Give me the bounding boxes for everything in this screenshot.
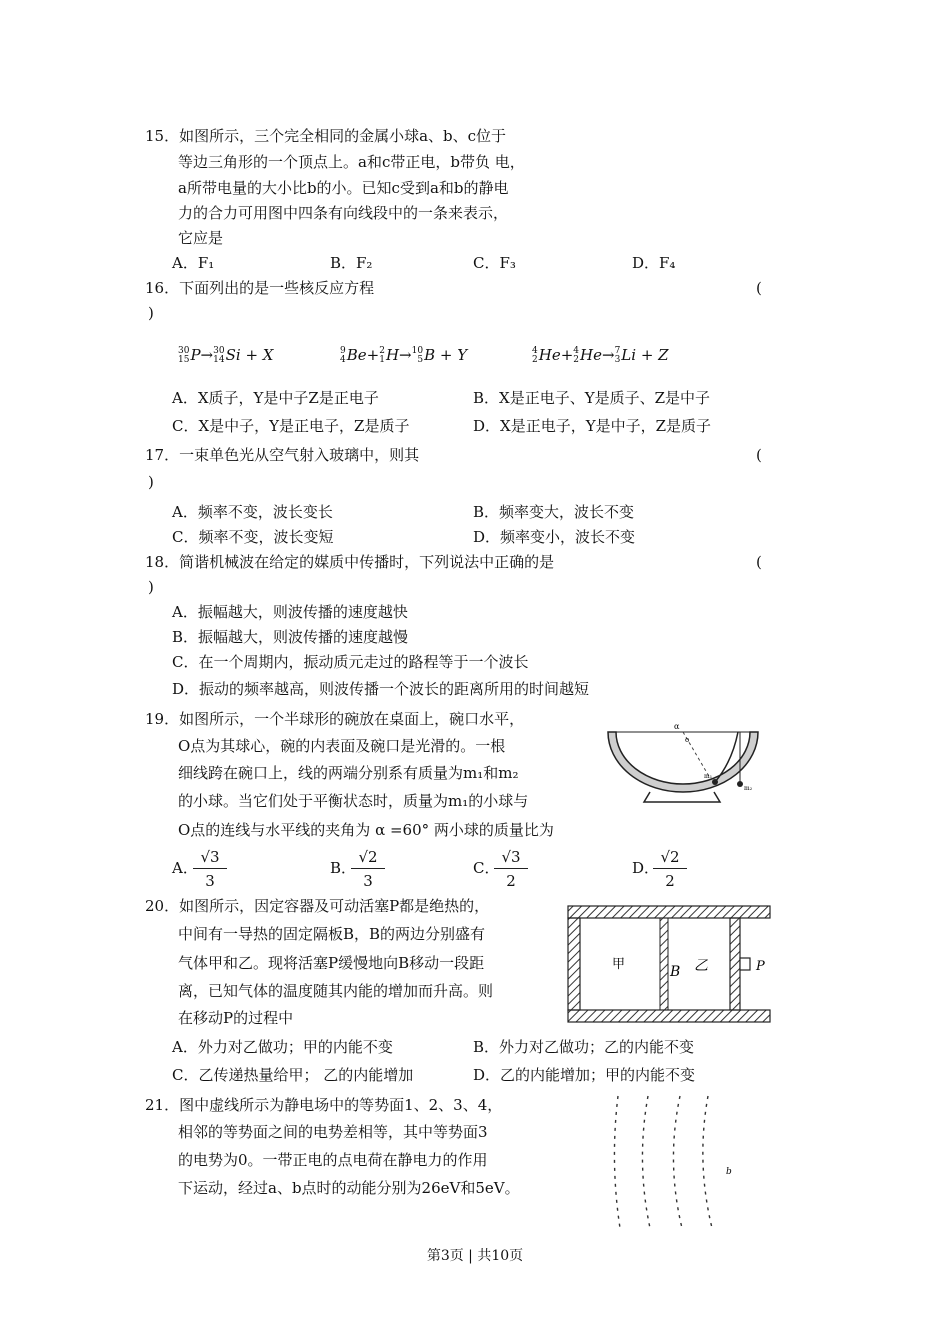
q19-line-1: 19．如图所示，一个半球形的碗放在桌面上，碗口水平， [145,710,525,728]
q15-option-c: C．F₃ [473,254,516,272]
q17-option-d: D．频率变小，波长不变 [473,528,636,546]
q21-line-2: 相邻的等势面之间的电势差相等，其中等势面3 [178,1123,488,1141]
q19-line-4: 的小球。当它们处于平衡状态时，质量为m₁的小球与 [178,792,529,810]
b-label: B [670,964,681,980]
m2-label: m₂ [744,785,753,792]
q17-option-a: A．频率不变，波长变长 [172,503,333,521]
q19-line-3: 细线跨在碗口上，线的两端分别系有质量为m₁和m₂ [178,764,519,782]
q17-stem: 17．一束单色光从空气射入玻璃中，则其 [145,446,420,464]
q20-option-c: C．乙传递热量给甲； 乙的内能增加 [172,1066,414,1084]
jia-label: 甲 [612,957,626,972]
q17-paren-close: ) [148,473,154,491]
q20-line-2: 中间有一导热的固定隔板B，B的两边分别盛有 [178,925,486,943]
q15-line-1: 15．如图所示，三个完全相同的金属小球a、b、c位于 [145,127,507,145]
q15-line-4: 力的合力可用图中四条有向线段中的一条来表示， [178,204,509,222]
q19-line-2: O点为其球心，碗的内表面及碗口是光滑的。一根 [178,737,506,755]
q18-option-d: D．振动的频率越高，则波传播一个波长的距离所用的时间越短 [172,680,590,698]
b-point-label: b [726,1167,732,1177]
q16-option-a: A．X质子，Y是中子Z是正电子 [172,389,379,407]
q15-line-2: 等边三角形的一个顶点上。a和c带正电，b带负 电， [178,153,525,171]
q20-option-b: B．外力对乙做功；乙的内能不变 [473,1038,695,1056]
q19-option-b-label: B． [330,859,357,877]
q17-paren-open: ( [756,446,762,464]
yi-label: 乙 [694,958,708,974]
q20-line-5: 在移动P的过程中 [178,1009,294,1027]
q16-paren-open: ( [756,279,762,297]
q16-equation-1: 30 15P→30 14Si + X [178,346,274,365]
q18-paren-close: ) [148,578,154,596]
q21-line-4: 下运动，经过a、b点时的动能分别为26eV和5eV。 [178,1179,520,1197]
q16-option-c: C．X是中子，Y是正电子，Z是质子 [172,417,410,435]
p-label: P [756,959,765,974]
q15-option-a: A．F₁ [172,254,215,272]
q18-paren-open: ( [756,553,762,571]
q17-option-b: B．频率变大，波长不变 [473,503,635,521]
q15-option-b: B．F₂ [330,254,373,272]
alpha-label: α [674,722,680,731]
bowl-figure [600,718,770,818]
q18-option-a: A．振幅越大，则波传播的速度越快 [172,603,408,621]
page-footer: 第3页 | 共10页 [426,1248,524,1264]
q18-stem: 18．简谐机械波在给定的媒质中传播时，下列说法中正确的是 [145,553,555,571]
m1-label: m₁ [704,773,713,780]
q15-line-5: 它应是 [178,229,224,247]
q21-line-1: 21．图中虚线所示为静电场中的等势面1、2、3、4， [145,1096,503,1114]
q19-option-b-fraction: $\frac{√2}{3}$ [351,848,385,890]
q16-equation-2: 9 4Be+2 1H→10 5B + Y [340,346,468,365]
q18-option-c: C．在一个周期内，振动质元走过的路程等于一个波长 [172,653,529,671]
q20-line-3: 气体甲和乙。现将活塞P缓慢地向B移动一段距 [178,954,485,972]
q19-option-d-fraction: $\frac{√2}{2}$ [653,848,687,890]
q16-option-b: B．X是正电子、Y是质子、Z是中子 [473,389,711,407]
q19-line-5: O点的连线与水平线的夹角为 α =60° 两小球的质量比为 [178,821,554,839]
q16-equation-3: 4 2He+4 2He→7 3Li + Z [532,346,669,365]
q20-line-1: 20．如图所示，因定容器及可动活塞P都是绝热的， [145,897,490,915]
q19-option-c-fraction: $\frac{√3}{2}$ [494,848,528,890]
q17-option-c: C．频率不变，波长变短 [172,528,334,546]
q20-option-d: D．乙的内能增加；甲的内能不变 [473,1066,696,1084]
equipotential-figure [600,1092,760,1232]
q15-option-d: D．F₄ [632,254,676,272]
q16-option-d: D．X是正电子，Y是中子，Z是质子 [473,417,712,435]
q18-option-b: B．振幅越大，则波传播的速度越慢 [172,628,409,646]
q16-stem: 16．下面列出的是一些核反应方程 [145,279,375,297]
q16-paren-close: ) [148,304,154,322]
container-figure [566,904,772,1024]
q21-line-3: 的电势为0。一带正电的点电荷在静电力的作用 [178,1151,488,1169]
q19-option-d-label: D． [632,859,660,877]
q20-line-4: 离，已知气体的温度随其内能的增加而升高。则 [178,982,494,1000]
q19-option-a-fraction: $\frac{√3}{3}$ [193,848,227,890]
q15-line-3: a所带电量的大小比b的小。已知c受到a和b的静电 [178,179,509,197]
q19-option-c-label: C． [473,859,500,877]
q20-option-a: A．外力对乙做功；甲的内能不变 [172,1038,393,1056]
q19-option-a-label: A． [172,859,198,877]
o-label: o [685,736,690,744]
